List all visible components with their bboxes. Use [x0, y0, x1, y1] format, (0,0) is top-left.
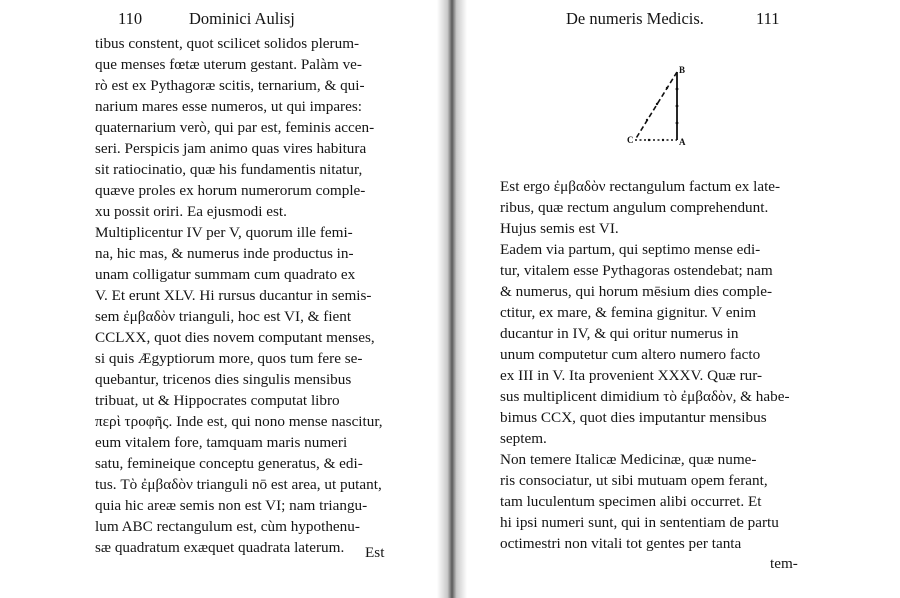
- text-line: octimestri non vitali tot gentes per tanta: [500, 535, 742, 552]
- text-line: seri. Perspicis jam animo quas vires habitura: [95, 140, 367, 157]
- left-catchword: Est: [365, 544, 385, 561]
- text-line: sit ratiocinatio, quæ his fundamentis nitatur,: [95, 161, 363, 178]
- text-line: Est ergo ἐμβαδὸν rectangulum factum ex late-: [500, 178, 781, 195]
- text-line: septem.: [500, 430, 547, 447]
- text-line: xu possit oriri. Ea ejusmodi est.: [95, 203, 287, 220]
- text-line: que menses fœtæ uterum gestant. Palàm ve-: [95, 56, 362, 73]
- text-line: unam colligatur summam cum quadrato ex: [95, 266, 356, 283]
- text-line: tam luculentum specimen alibi occurret. Et: [500, 493, 762, 510]
- division-mark: [656, 103, 658, 105]
- text-line: ribus, quæ rectum angulum comprehendunt.: [500, 199, 769, 216]
- division-mark: [662, 139, 664, 141]
- division-mark: [666, 87, 668, 89]
- right-running-head: De numeris Medicis.: [566, 9, 704, 28]
- text-line: na, hic mas, & numerus inde productus in-: [95, 245, 354, 262]
- left-page: [0, 0, 437, 598]
- text-line: V. Et erunt XLV. Hi rursus ducantur in semis-: [95, 287, 372, 304]
- vertex-label-b: B: [679, 65, 686, 75]
- text-line: quaternarium verò, qui par est, feminis accen-: [95, 119, 375, 136]
- triangle-hypotenuse-bc: [635, 72, 677, 140]
- division-mark: [676, 105, 679, 108]
- division-mark: [676, 122, 679, 125]
- book-gutter: [437, 0, 467, 598]
- text-line: ctitur, ex mare, & femina gignitur. V enim: [500, 304, 757, 321]
- text-line: si quis Ægyptiorum more, quos tum fere se-: [95, 350, 363, 367]
- text-line: rò est ex Pythagoræ scitis, ternarium, & qui-: [95, 77, 365, 94]
- text-line: tur, vitalem esse Pythagoras ostendebat; nam: [500, 262, 773, 279]
- left-page-number: 110: [118, 9, 143, 28]
- text-line: quia hic areæ semis non est VI; nam triangu-: [95, 497, 368, 514]
- text-line: Non temere Italicæ Medicinæ, quæ nume-: [500, 451, 757, 468]
- vertex-label-c: C: [627, 135, 634, 145]
- text-line: sus multiplicent dimidium τὸ ἐμβαδὸν, & habe-: [500, 388, 790, 405]
- right-catchword: tem-: [770, 555, 798, 572]
- text-line: satu, femineique conceptu generatus, & edi-: [95, 455, 363, 472]
- text-line: quæve proles ex horum numerorum comple-: [95, 182, 366, 199]
- text-line: tibus constent, quot scilicet solidos plerum-: [95, 35, 360, 52]
- triangle-diagram: [627, 62, 697, 152]
- left-running-head: Dominici Aulisj: [189, 9, 295, 28]
- text-line: quebantur, tricenos dies singulis mensibus: [95, 371, 352, 388]
- text-line: tribuat, ut & Hippocrates computat libro: [95, 392, 340, 409]
- text-line: Eadem via partum, qui septimo mense edi-: [500, 241, 761, 258]
- text-line: bimus CCX, quot dies imputantur mensibus: [500, 409, 767, 426]
- text-line: hi ipsi numeri sunt, qui in sententiam de partu: [500, 514, 779, 531]
- text-line: ducantur in IV, & qui oritur numerus in: [500, 325, 739, 342]
- text-line: sæ quadratum exæquet quadrata laterum.: [95, 539, 345, 556]
- text-line: tus. Τὸ ἐμβαδὸν trianguli nō est area, ut putant,: [95, 476, 382, 493]
- text-line: ex III in V. Ita provenient XXXV. Quæ rur-: [500, 367, 763, 384]
- text-line: eum vitalem fore, tamquam maris numeri: [95, 434, 348, 451]
- division-mark: [648, 139, 650, 141]
- division-mark: [676, 88, 679, 91]
- text-line: lum ABC rectangulum est, cùm hypothenu-: [95, 518, 360, 535]
- text-line: CCLXX, quot dies novem computant menses,: [95, 329, 375, 346]
- right-page: [467, 0, 900, 598]
- text-line: unum computetur cum altero numero facto: [500, 346, 761, 363]
- triangle-figure: [627, 62, 697, 152]
- text-line: sem ἐμβαδὸν trianguli, hoc est VI, & fient: [95, 308, 352, 325]
- text-line: περὶ τροφῆς. Inde est, qui nono mense nascitur,: [95, 413, 383, 430]
- vertex-label-a: A: [679, 137, 686, 147]
- right-page-number: 111: [756, 9, 780, 28]
- text-line: & numerus, qui horum mēsium dies comple-: [500, 283, 773, 300]
- text-line: Multiplicentur IV per V, quorum ille femi-: [95, 224, 353, 241]
- text-line: ris consociatur, ut sibi mutuam opem ferant,: [500, 472, 768, 489]
- text-line: narium mares esse numeros, ut qui impares:: [95, 98, 362, 115]
- division-mark: [646, 119, 648, 121]
- text-line: Hujus semis est VI.: [500, 220, 619, 237]
